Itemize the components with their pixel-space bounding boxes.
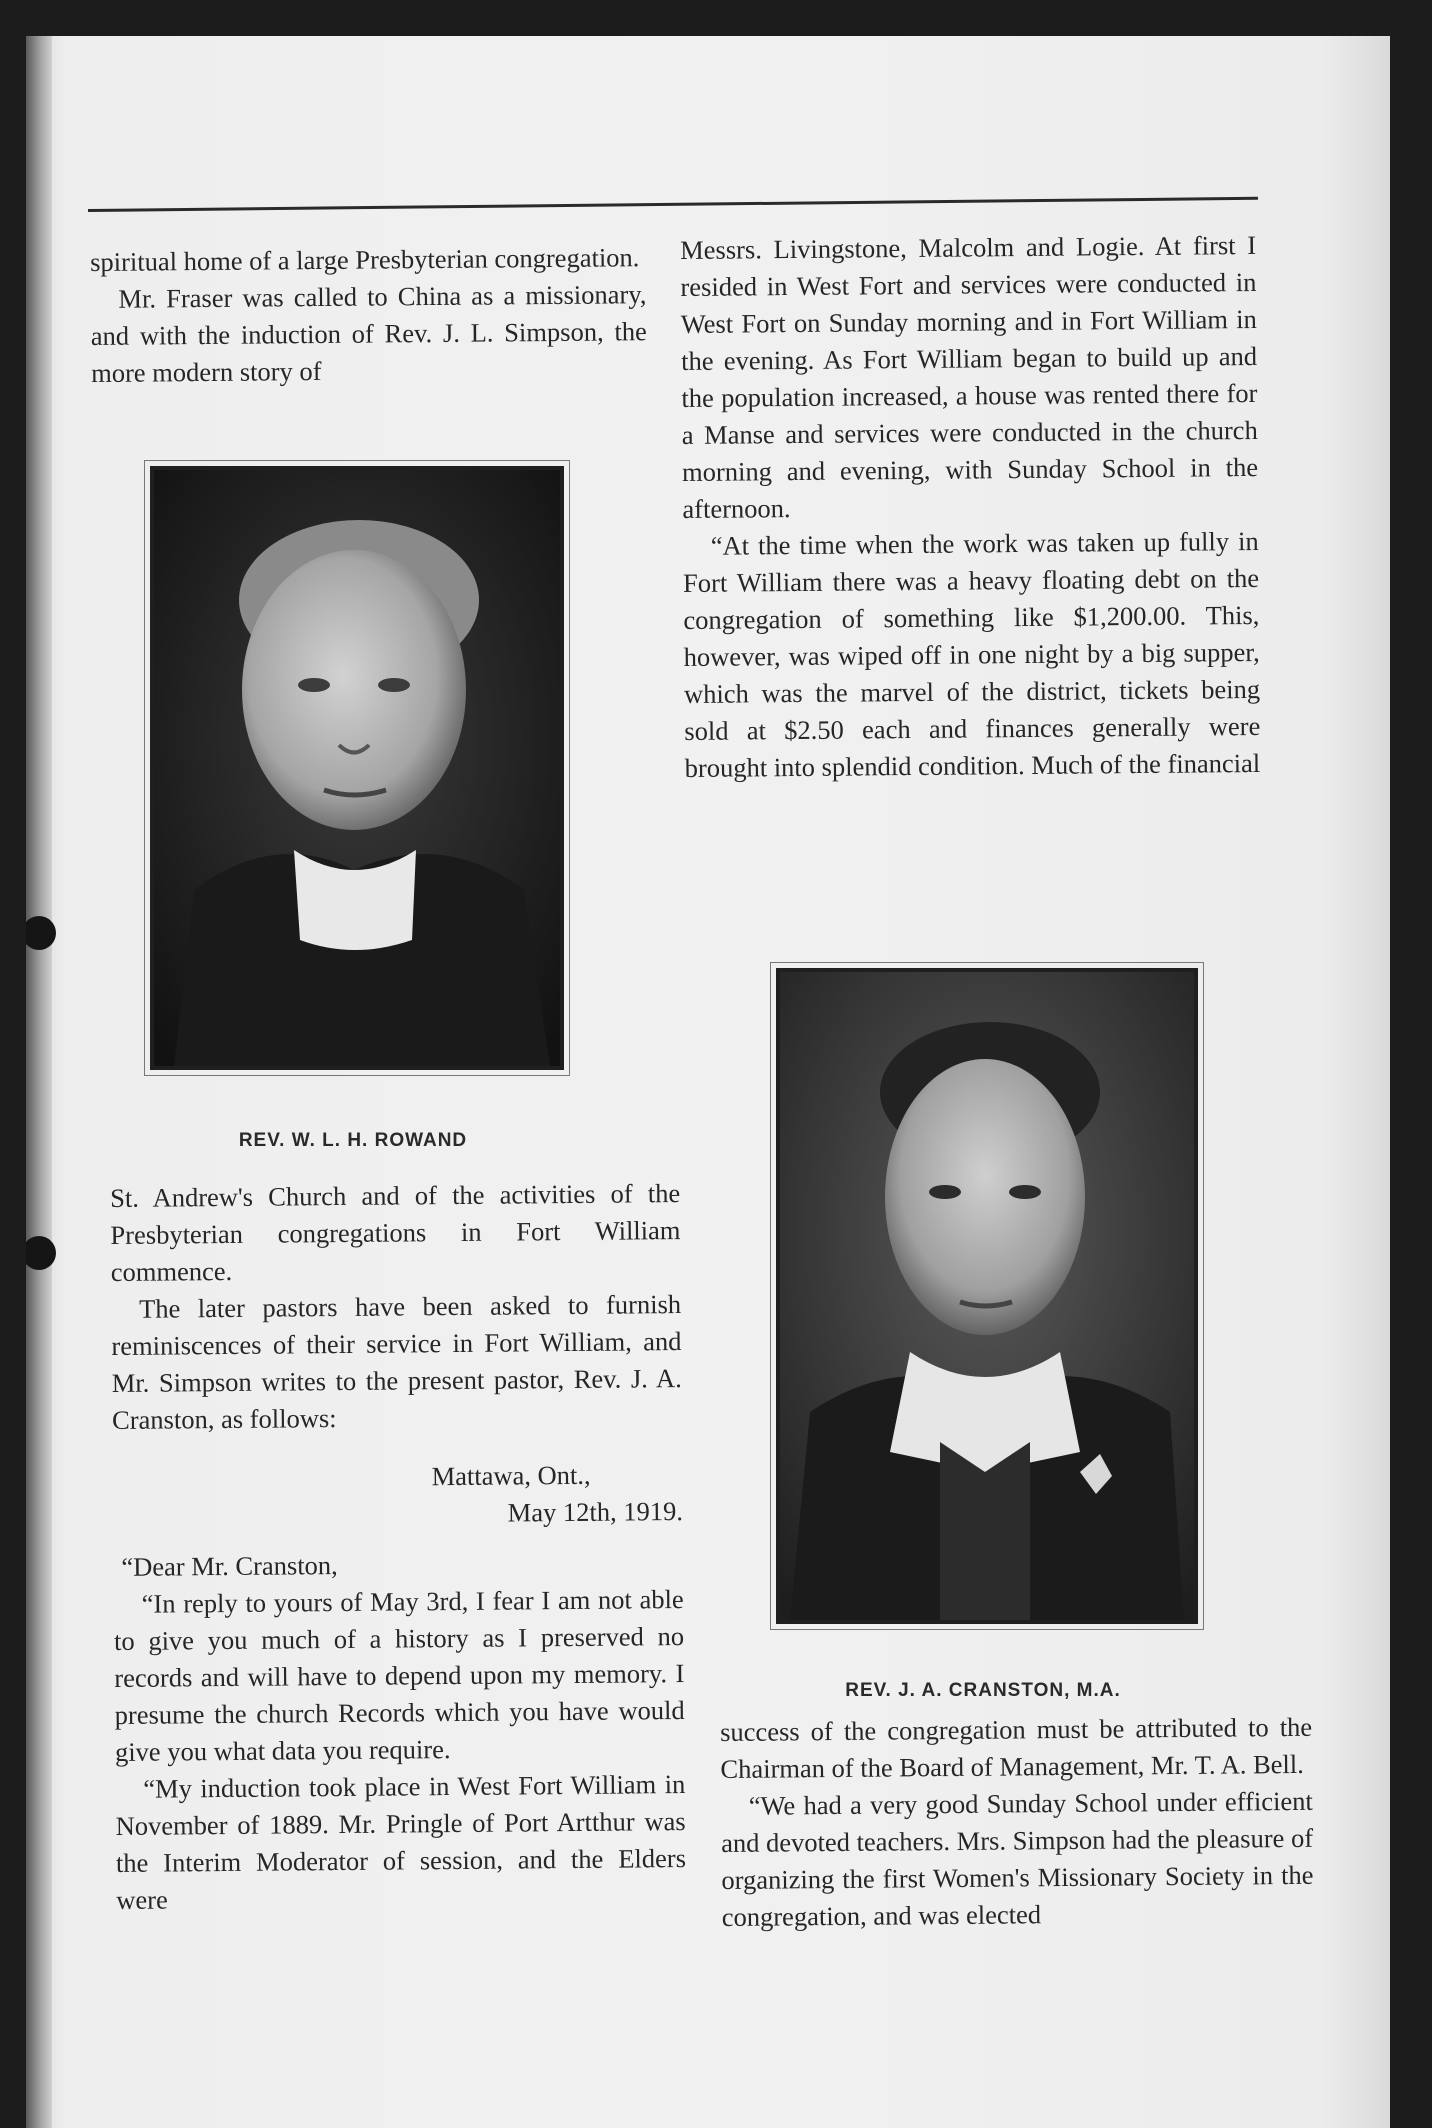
page-spine <box>26 36 52 2128</box>
paragraph: success of the congregation must be attributed to the Chairman of the Board of Management, Mr. T. A. Bell. <box>720 1711 1313 1784</box>
photo-caption-rowand: REV. W. L. H. ROWAND <box>238 1130 468 1151</box>
left-column-bottom <box>110 1175 686 1919</box>
paragraph: “At the time when the work was taken up fully in Fort William there was a heavy floating debt on the congregation of something like $1,200.00. This, however, was wiped off in one night by a big supper, which was the marvel of the district, tickets being sold at $2.50 each and finances generally were brought into splendid condition. Much of the financial <box>682 525 1261 783</box>
left-column-top <box>90 239 647 392</box>
right-column-bottom <box>720 1709 1314 1936</box>
header-rule <box>88 197 1258 212</box>
paragraph: “In reply to yours of May 3rd, I fear I am not able to give you much of a history as I preserved no records and will have to depend upon my memory. I presume the church Records which you have would give you what data you require. <box>113 1584 685 1767</box>
letter-place: Mattawa, Ont., <box>431 1459 591 1492</box>
paragraph: “My induction took place in West Fort William in November of 1889. Mr. Pringle of Port Artthur was the Interim Moderator of session, and the Elders were <box>115 1769 687 1915</box>
photo-caption-cranston: REV. J. A. CRANSTON, M.A. <box>845 1680 1121 1701</box>
paragraph: “We had a very good Sunday School under efficient and devoted teachers. Mrs. Simpson had the pleasure of organizing the first Women's Missionary Society in the congregation, and was elected <box>720 1785 1314 1932</box>
page-sheet <box>26 36 1390 2128</box>
portrait-rev-rowand <box>150 466 564 1070</box>
paragraph: St. Andrew's Church and of the activities of the Presbyterian congregations in Fort William commence. <box>110 1178 681 1287</box>
portrait-rev-cranston <box>776 968 1198 1624</box>
paragraph: spiritual home of a large Presbyterian congregation. <box>90 242 640 277</box>
letter-date: May 12th, 1919. <box>507 1496 684 1528</box>
right-column-top <box>680 227 1261 787</box>
paragraph: The later pastors have been asked to furnish reminiscences of their service in Fort William, and Mr. Simpson writes to the present pastor, Rev. J. A. Cranston, as follows: <box>111 1289 682 1435</box>
letter-salutation: “Dear Mr. Cranston, <box>121 1550 338 1582</box>
paragraph: Messrs. Livingstone, Malcolm and Logie. At first I resided in West Fort and services were conducted in West Fort on Sunday morning and in Fort William in the evening. As Fort William began to build up and the population increased, a house was rented there for a Manse and services were conducted in the church morning and evening, with Sunday School in the afternoon. <box>680 229 1259 524</box>
paragraph: Mr. Fraser was called to China as a missionary, and with the induction of Rev. J. L. Simpson, the more modern story of <box>90 279 647 388</box>
